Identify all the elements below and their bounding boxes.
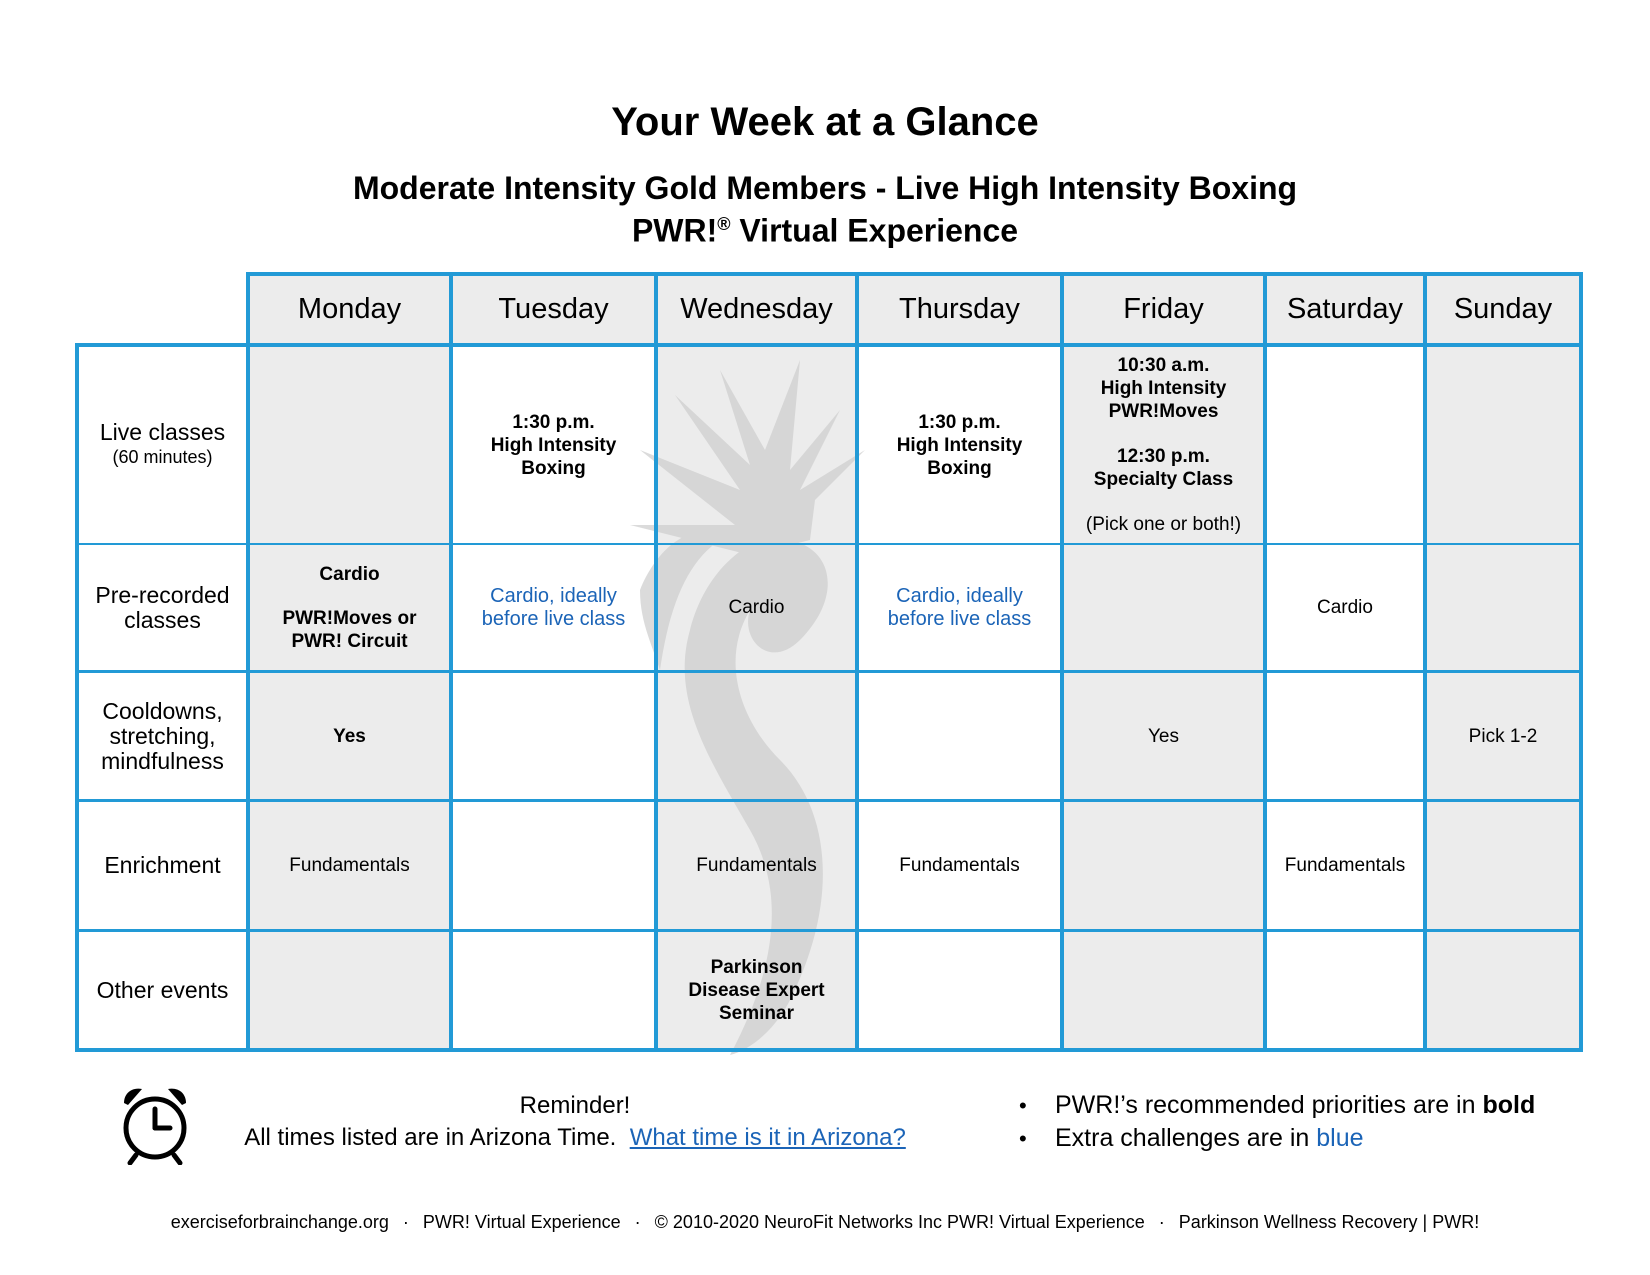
legend-item-bold: • PWR!’s recommended priorities are in bold	[1015, 1089, 1535, 1122]
alarm-clock-icon	[118, 1085, 192, 1165]
cell-prerecorded-saturday: Cardio	[1317, 597, 1373, 618]
grid-line-col7	[1423, 272, 1427, 1052]
cell-cooldowns-friday: Yes	[1148, 725, 1179, 747]
row-label-other-events: Other events	[96, 976, 229, 1003]
cell-enrichment-monday: Fundamentals	[289, 855, 410, 876]
arizona-time-link[interactable]: What time is it in Arizona?	[629, 1124, 906, 1151]
cell-cooldowns-monday: Yes	[333, 725, 366, 747]
cell-cooldowns-sunday: Pick 1-2	[1468, 725, 1538, 747]
grid-line-right	[1579, 272, 1583, 1052]
row-label-cooldowns: Cooldowns, stretching, mindfulness	[101, 697, 224, 774]
day-header-saturday: Saturday	[1286, 293, 1404, 325]
reminder-text: All times listed are in Arizona Time. What time is it in Arizona?	[244, 1124, 906, 1151]
subtitle-line-1: Moderate Intensity Gold Members - Live High Intensity Boxing	[352, 170, 1298, 206]
day-header-tuesday: Tuesday	[498, 293, 609, 325]
cell-other-wednesday: Parkinson Disease Expert Seminar	[688, 956, 825, 1024]
time-reminder	[200, 1090, 950, 1154]
cell-prerecorded-wednesday: Cardio	[728, 597, 785, 618]
day-header-wednesday: Wednesday	[680, 293, 833, 325]
cell-live-thursday: 1:30 p.m. High Intensity Boxing	[896, 411, 1023, 479]
cell-live-tuesday: 1:30 p.m. High Intensity Boxing	[490, 411, 617, 479]
cell-enrichment-saturday: Fundamentals	[1284, 855, 1406, 876]
day-header-thursday: Thursday	[899, 293, 1020, 325]
footer-item-pwr-virtual: PWR! Virtual Experience	[422, 1212, 621, 1232]
footer-item-website: exerciseforbrainchange.org	[170, 1212, 389, 1232]
row-label-enrichment: Enrichment	[104, 852, 221, 878]
cell-enrichment-thursday: Fundamentals	[899, 855, 1020, 876]
day-header-friday: Friday	[1123, 293, 1204, 325]
day-header-sunday: Sunday	[1453, 293, 1553, 325]
row-label-live-classes: Live classes (60 minutes)	[79, 347, 246, 543]
cell-enrichment-wednesday: Fundamentals	[696, 855, 817, 876]
subtitle-line-2: PWR!® Virtual Experience	[631, 212, 1019, 249]
footer-item-pwr-recovery: Parkinson Wellness Recovery | PWR!	[1178, 1212, 1480, 1232]
day-header-monday: Monday	[297, 293, 402, 325]
grid-line-header-bottom	[75, 343, 1583, 347]
cell-prerecorded-thursday: Cardio, ideally before live class	[887, 584, 1032, 630]
priority-legend	[1015, 1089, 1535, 1155]
page-title: Your Week at a Glance	[611, 100, 1039, 144]
grid-line-bottom	[75, 1048, 1583, 1052]
cell-prerecorded-tuesday: Cardio, ideally before live class	[481, 584, 626, 630]
row-label-pre-recorded: Pre-recorded classes	[95, 581, 230, 633]
footer-item-copyright: © 2010-2020 NeuroFit Networks Inc PWR! Virtual Experience	[654, 1212, 1145, 1232]
reminder-heading: Reminder!	[519, 1092, 631, 1119]
page-footer: exerciseforbrainchange.org · PWR! Virtual Experience · © 2010-2020 NeuroFit Networks Inc PWR! Virtual Experience · Parkinson Wellness Recovery | PWR!	[170, 1212, 1480, 1232]
row-sublabel-live-classes: (60 minutes)	[112, 447, 213, 467]
shade-sunday	[1425, 276, 1581, 1051]
legend-item-blue: • Extra challenges are in blue	[1015, 1122, 1535, 1155]
cell-prerecorded-monday: Cardio PWR!Moves or PWR! Circuit	[282, 563, 417, 652]
cell-live-friday: 10:30 a.m. High Intensity PWR!Moves 12:30 p.m. Specialty Class (Pick one or both!)	[1085, 355, 1242, 535]
